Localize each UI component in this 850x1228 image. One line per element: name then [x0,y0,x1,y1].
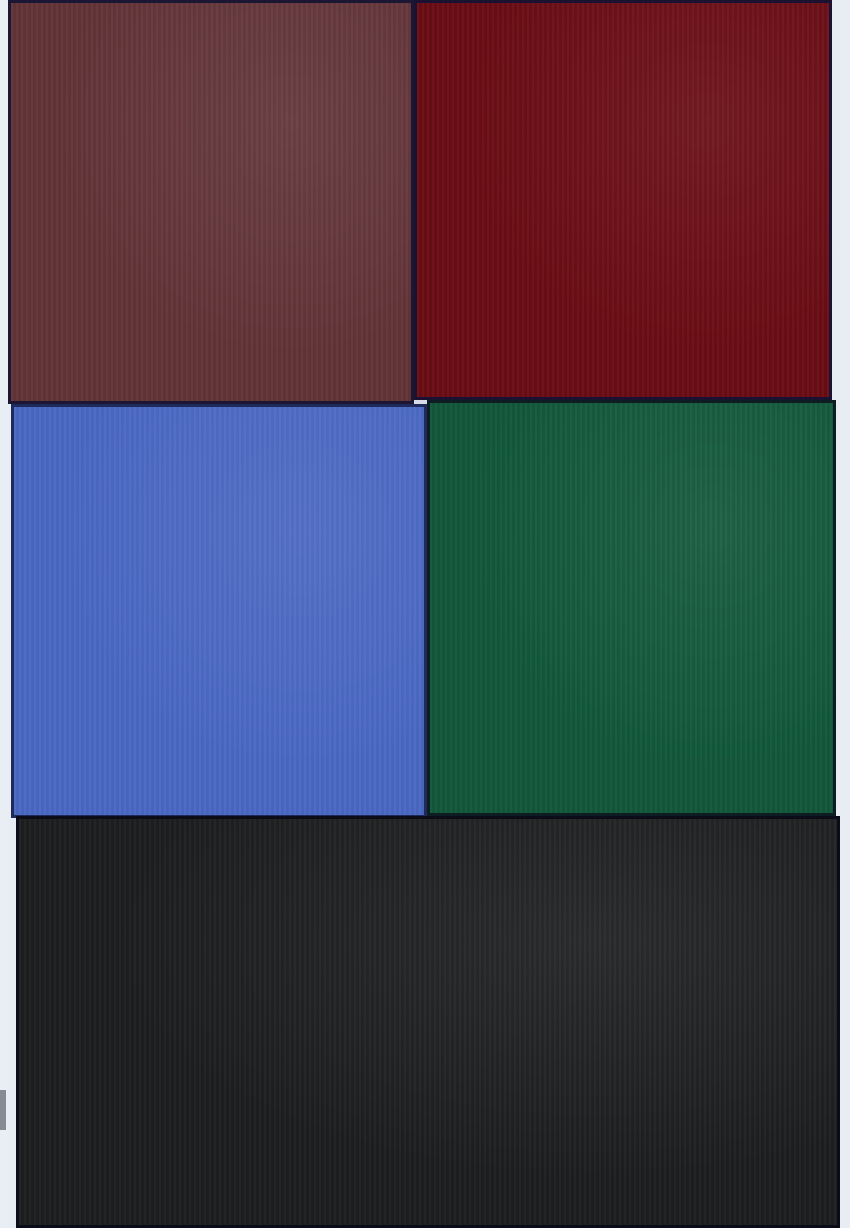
brush-texture [430,403,833,813]
left-edge-shadow [0,1090,6,1130]
panel-bottom-black [16,816,840,1228]
panel-top-right-red [414,0,832,400]
panel-middle-left-blue [11,404,427,818]
brush-texture [417,3,829,397]
panel-middle-right-green [427,400,836,816]
brush-texture [14,407,424,815]
brush-texture [19,819,837,1225]
brush-texture [11,3,411,401]
panel-top-left-maroon [8,0,414,404]
